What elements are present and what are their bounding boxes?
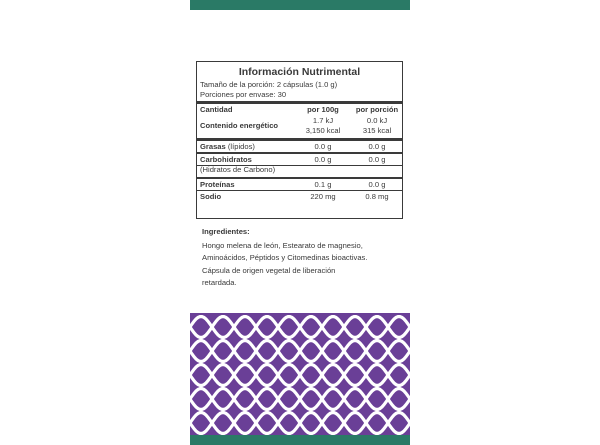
header-quantity: Cantidad <box>200 104 233 114</box>
carbs-row <box>197 154 402 165</box>
fats-per-100g: 0.0 g <box>314 141 332 151</box>
protein-per-serving: 0.0 g <box>368 179 386 189</box>
decorative-wave-pattern <box>190 313 410 435</box>
carbs-note-row <box>197 166 402 177</box>
nutrition-facts-table <box>196 61 403 219</box>
label-panel <box>190 0 410 445</box>
sodium-per-serving: 0.8 mg <box>365 191 389 201</box>
energy-per-100g-kcal: 3,150 kcal <box>305 126 341 135</box>
carbs-note: (Hidratos de Carbono) <box>200 165 276 174</box>
ingredients-line: Hongo melena de león, Estearato de magnesio, <box>202 240 363 250</box>
energy-per-serving <box>351 117 403 134</box>
nutrition-title: Información Nutrimental <box>238 66 361 78</box>
protein-label: Proteínas <box>200 179 235 189</box>
table-header-row <box>197 104 402 115</box>
energy-per-100g <box>295 117 351 134</box>
ingredients-line: Aminoácidos, Péptidos y Citomedinas bioactivas. <box>202 253 368 262</box>
servings-per-container: Porciones por envase: 30 <box>200 89 287 99</box>
header-per-100g: por 100g <box>307 104 339 114</box>
fats-row <box>197 141 402 152</box>
energy-per-serving-kcal: 315 kcal <box>362 126 392 135</box>
serving-size: Tamaño de la porción: 2 cápsulas (1.0 g) <box>200 80 338 89</box>
sodium-row <box>197 191 402 202</box>
bottom-green-band <box>190 435 410 445</box>
energy-row <box>197 115 402 137</box>
sodium-label: Sodio <box>200 191 222 201</box>
ingredients-line: Cápsula de origen vegetal de liberación <box>202 265 336 275</box>
carbs-per-100g: 0.0 g <box>314 154 332 164</box>
top-green-band <box>190 0 410 10</box>
energy-label: Contenido energético <box>200 121 279 131</box>
ingredients-heading: Ingredientes: <box>202 227 250 236</box>
ingredients-section <box>202 226 402 290</box>
protein-row <box>197 179 402 190</box>
carbs-per-serving: 0.0 g <box>368 154 386 164</box>
fats-note: (lípidos) <box>227 141 255 151</box>
energy-per-100g-kj: 1.7 kJ <box>312 116 334 126</box>
protein-per-100g: 0.1 g <box>314 179 332 189</box>
energy-per-serving-kj: 0.0 kJ <box>366 116 388 126</box>
fats-label: Grasas <box>200 141 226 151</box>
carbs-label: Carbohidratos <box>200 154 252 164</box>
fats-per-serving: 0.0 g <box>368 141 386 151</box>
ingredients-line: retardada. <box>202 278 237 287</box>
header-per-serving: por porción <box>355 104 399 114</box>
sodium-per-100g: 220 mg <box>310 191 336 201</box>
